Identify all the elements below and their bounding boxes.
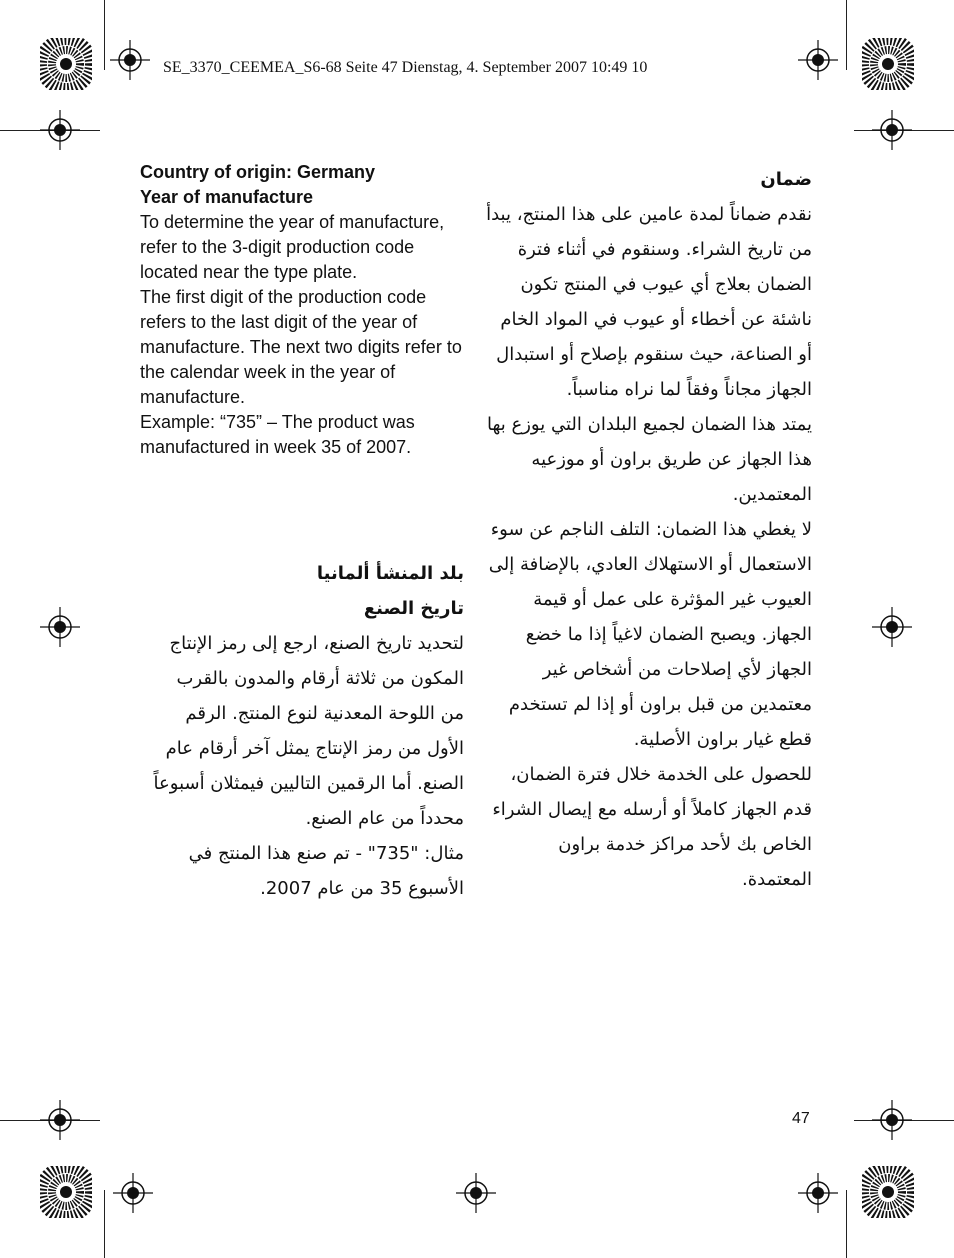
english-column [140, 160, 470, 460]
registration-mark-icon [798, 1173, 838, 1213]
year-heading: Year of manufacture [140, 187, 314, 207]
print-slug: SE_3370_CEEMEA_S6-68 Seite 47 Dienstag, 4. September 2007 10:49 10 [163, 59, 648, 76]
registration-mark-icon [872, 110, 912, 150]
registration-mark-icon [40, 1100, 80, 1140]
registration-mark-icon [110, 40, 150, 80]
arabic-origin-column [150, 556, 464, 906]
origin-heading: Country of origin: Germany [140, 162, 376, 182]
starburst-mark-icon [40, 1166, 92, 1218]
crop-mark [846, 1190, 847, 1258]
paragraph: To determine the year of manufacture, refer to the 3-digit production code located near the type plate. [140, 212, 445, 282]
paragraph: لتحديد تاريخ الصنع، ارجع إلى رمز الإنتاج المكون من ثلاثة أرقام والمدون بالقرب من اللوحة المعدنية لنوع المنتج. الرقم الأول من رمز الإنتاج يمثل آخر أرقام عام الصنع. أما الرقمين التاليين فيمثلان أسبوعاً محدداً من عام الصنع. [153, 633, 464, 829]
paragraph: لا يغطي هذا الضمان: التلف الناجم عن سوء الاستعمال أو الاستهلاك العادي، بالإضافة إلى العيوب غير المؤثرة على عمل أو قيمة الجهاز. ويصبح الضمان لاغياً إذا ما خضع الجهاز لأي إصلاحات من أشخاص غير معتمدين من قبل براون أو إذا لم تستخدم قطع غيار براون الأصلية. [488, 519, 812, 750]
starburst-mark-icon [40, 38, 92, 90]
registration-mark-icon [40, 607, 80, 647]
crop-mark [104, 0, 105, 70]
paragraph: يمتد هذا الضمان لجميع البلدان التي يوزع بها هذا الجهاز عن طريق براون أو موزعيه المعتمدين. [486, 414, 812, 505]
paragraph: نقدم ضماناً لمدة عامين على هذا المنتج، يبدأ من تاريخ الشراء. وسنقوم في أثناء فترة الضمان بعلاج أي عيوب في المنتج تكون ناشئة عن أخطاء أو عيوب في المواد الخام أو الصناعة، حيث سنقوم بإصلاح أو استبدال الجهاز مجاناً وفقاً لما نراه مناسباً. [486, 204, 812, 400]
origin-heading-ar: بلد المنشأ ألمانيا [316, 563, 464, 584]
page-number: 47 [792, 1110, 810, 1127]
registration-mark-icon [872, 607, 912, 647]
paragraph: للحصول على الخدمة خلال فترة الضمان، قدم الجهاز كاملاً أو أرسله مع إيصال الشراء الخاص بك لأحد مراكز خدمة براون المعتمدة. [492, 764, 812, 890]
starburst-mark-icon [862, 38, 914, 90]
starburst-mark-icon [862, 1166, 914, 1218]
crop-mark [104, 1190, 105, 1258]
arabic-warranty-column [486, 162, 812, 897]
registration-mark-icon [872, 1100, 912, 1140]
registration-mark-icon [456, 1173, 496, 1213]
crop-mark [846, 0, 847, 70]
registration-mark-icon [798, 40, 838, 80]
paragraph: مثال: "735" - تم صنع هذا المنتج في الأسبوع 35 من عام 2007. [188, 843, 464, 899]
warranty-heading: ضمان [760, 169, 812, 190]
year-heading-ar: تاريخ الصنع [363, 598, 464, 619]
paragraph: The first digit of the production code refers to the last digit of the year of manufacture. The next two digits refer to the calendar week in the year of manufacture. [140, 287, 462, 407]
registration-mark-icon [40, 110, 80, 150]
registration-mark-icon [113, 1173, 153, 1213]
paragraph: Example: “735” – The product was manufactured in week 35 of 2007. [140, 412, 415, 457]
